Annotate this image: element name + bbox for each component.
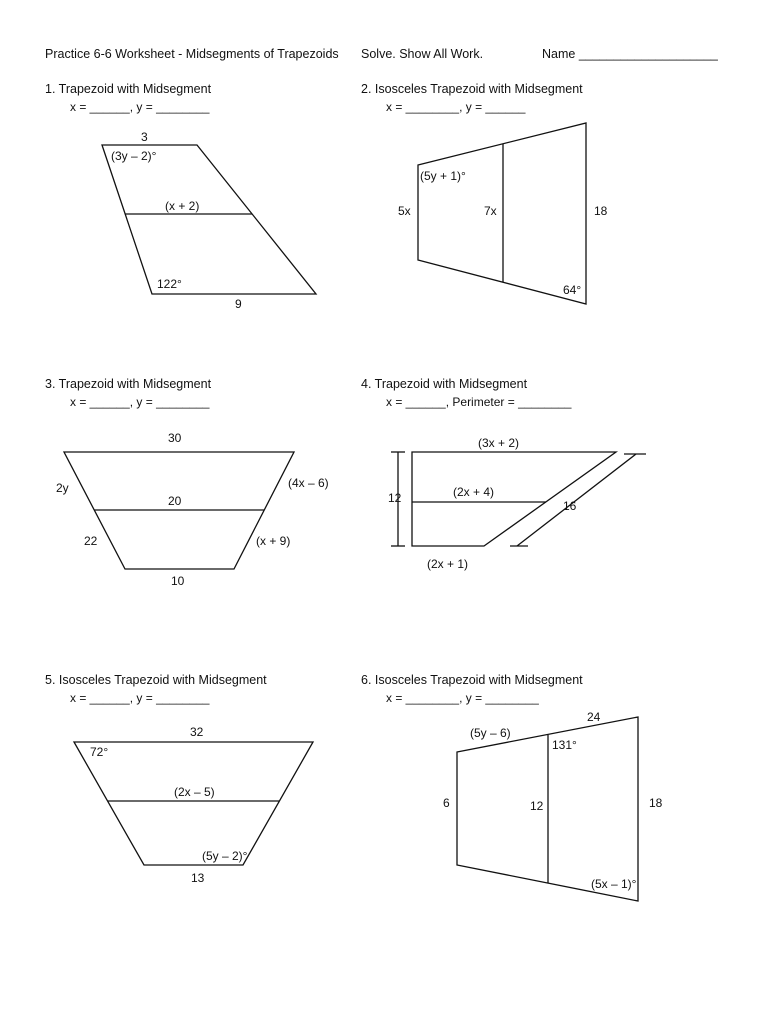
- figure-2-trapezoid: [418, 123, 586, 304]
- figure-6-bottom-angle-label: (5x – 1)°: [591, 877, 637, 891]
- figure-5-top-angle-label: 72°: [90, 745, 109, 759]
- figure-5-trapezoid: [74, 742, 313, 865]
- figure-5-bottom-angle-label: (5y – 2)°: [202, 849, 248, 863]
- problem-1-title: 1. Trapezoid with Midsegment: [45, 82, 212, 96]
- figure-5-top-base-label: 32: [190, 725, 204, 739]
- figure-1-top-angle-label: (3y – 2)°: [111, 149, 157, 163]
- problem-5-answer-line[interactable]: x = ______, y = ________: [70, 691, 210, 705]
- figure-3-midsegment-label: 20: [168, 494, 182, 508]
- figure-3-lower-right-leg-label: (x + 9): [256, 534, 291, 548]
- figure-3-upper-left-leg-label: 2y: [56, 481, 69, 495]
- figure-4-leg-label: 16: [563, 499, 577, 513]
- figure-6-right-base-label: 18: [649, 796, 663, 810]
- worksheet-title: Practice 6-6 Worksheet - Midsegments of Trapezoids: [45, 47, 339, 61]
- instructions-text: Solve. Show All Work.: [361, 47, 484, 61]
- problem-6-answer-line[interactable]: x = ________, y = ________: [386, 691, 539, 705]
- figure-1: [102, 130, 316, 311]
- figure-1-top-base-label: 3: [141, 130, 148, 144]
- figure-4-bottom-base-label: (2x + 1): [427, 557, 469, 571]
- figure-6-midsegment-label: 12: [530, 799, 544, 813]
- problem-2-answer-line[interactable]: x = ________, y = ______: [386, 100, 526, 114]
- problem-1-answer-line[interactable]: x = ______, y = ________: [70, 100, 210, 114]
- figure-2: [398, 123, 608, 304]
- figure-6: [443, 710, 663, 901]
- problem-2-title: 2. Isosceles Trapezoid with Midsegment: [361, 82, 583, 96]
- figure-1-trapezoid: [102, 145, 316, 294]
- problem-3-answer-line[interactable]: x = ______, y = ________: [70, 395, 210, 409]
- figure-6-angle-label: 131°: [552, 738, 577, 752]
- figure-2-left-base-label: 5x: [398, 204, 411, 218]
- figure-5-bottom-base-label: 13: [191, 871, 205, 885]
- figure-4-trapezoid: [412, 452, 616, 546]
- figure-3-top-base-label: 30: [168, 431, 182, 445]
- figure-2-midsegment-label: 7x: [484, 204, 497, 218]
- problem-4-title: 4. Trapezoid with Midsegment: [361, 377, 528, 391]
- figure-5-midsegment-label: (2x – 5): [174, 785, 215, 799]
- problem-5-title: 5. Isosceles Trapezoid with Midsegment: [45, 673, 267, 687]
- problem-6-title: 6. Isosceles Trapezoid with Midsegment: [361, 673, 583, 687]
- figure-3-upper-right-leg-label: (4x – 6): [288, 476, 329, 490]
- figure-1-bottom-angle-label: 122°: [157, 277, 182, 291]
- figure-1-midsegment-label: (x + 2): [165, 199, 200, 213]
- figure-2-right-base-label: 18: [594, 204, 608, 218]
- figure-4-leg-length-marker: [517, 454, 636, 546]
- figure-5: [74, 725, 313, 885]
- figure-4-midsegment-label: (2x + 4): [453, 485, 495, 499]
- figure-6-top-segment-label: 24: [587, 710, 601, 724]
- figure-6-left-top-segment-label: (5y – 6): [470, 726, 511, 740]
- problem-3-title: 3. Trapezoid with Midsegment: [45, 377, 212, 391]
- figure-1-bottom-base-label: 9: [235, 297, 242, 311]
- figure-3: [56, 431, 329, 588]
- figure-3-bottom-base-label: 10: [171, 574, 185, 588]
- name-field[interactable]: Name ____________________: [542, 47, 718, 61]
- figure-2-angle-label: (5y + 1)°: [420, 169, 466, 183]
- figure-4-height-label: 12: [388, 491, 402, 505]
- figure-6-left-base-label: 6: [443, 796, 450, 810]
- figure-4: [388, 436, 646, 571]
- figure-4-top-base-label: (3x + 2): [478, 436, 520, 450]
- figure-3-lower-left-leg-label: 22: [84, 534, 98, 548]
- figure-2-bottom-angle-label: 64°: [563, 283, 582, 297]
- problem-4-answer-line[interactable]: x = ______, Perimeter = ________: [386, 395, 572, 409]
